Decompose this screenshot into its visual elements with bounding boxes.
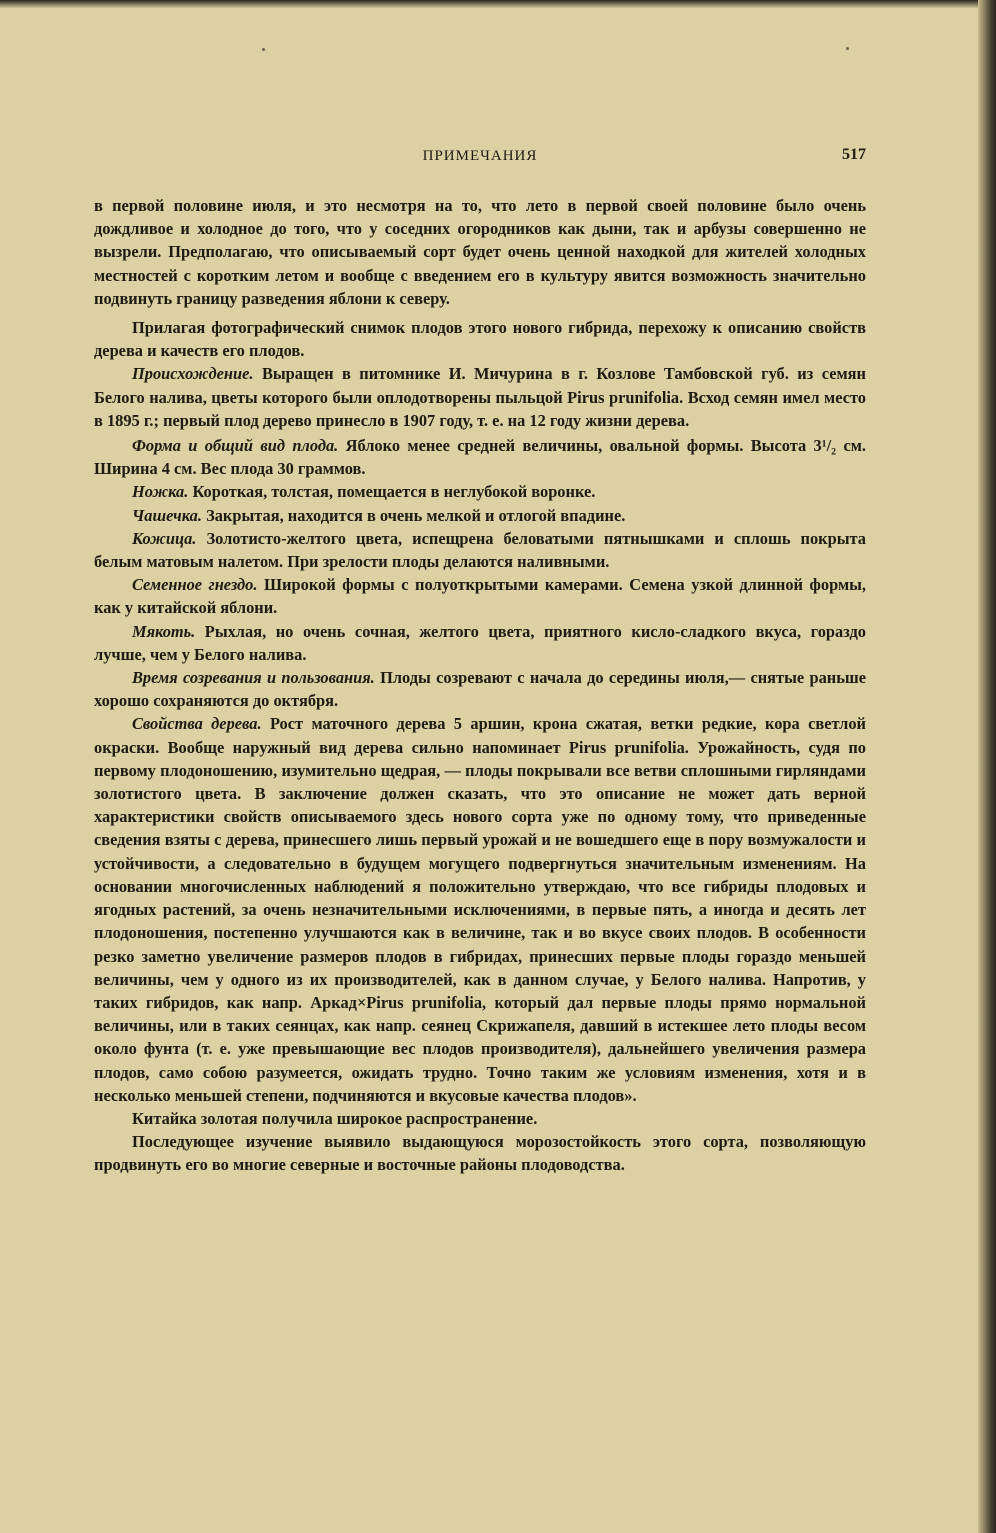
section-label: Свойства дерева. bbox=[132, 714, 262, 734]
scan-edge-right bbox=[978, 0, 996, 1533]
paragraph-text: Закрытая, находится в очень мелкой и отлогой впадине. bbox=[201, 505, 626, 525]
page-number: 517 bbox=[842, 146, 866, 163]
page-body bbox=[94, 194, 866, 1177]
paragraph-text: Выращен в питомнике И. Мичурина в г. Козлове Тамбовской губ. из семян Белого налива, цветы которого были оплодотворены пыльцой Pirus prunifolia. Всход семян имел место в 1895 г.; первый плод дерево принесло в 1907 году, т. е. на 12 году жизни дерева. bbox=[94, 364, 866, 430]
paragraph-text: Яблоко менее средней величины, овальной формы. Высота 3¹/₂ см. Ширина 4 см. Вес плода 30 граммов. bbox=[94, 436, 866, 479]
running-title: ПРИМЕЧАНИЯ bbox=[422, 148, 538, 164]
paragraph-text: Рост маточного дерева 5 аршин, крона сжатая, ветки редкие, кора светлой окраски. Вообще наружный вид дерева сильно напоминает Pirus prunifolia. Урожайность, судя по первому плодоношению, изумительно щедрая, — плоды покрывали все ветви сплошными гирляндами золотистого цвета. В заключение должен сказать, что это описание не может дать верной характеристики свойств описываемого здесь нового сорта уже по одному тому, что приведенные сведения взяты с дерева, принесшего лишь первый урожай и не вошедшего еще в пору возмужалости и устойчивости, а следовательно в будущем могущего подвергнуться значительным изменениям. На основании многочисленных наблюдений я положительно утверждаю, что все гибриды плодовых и ягодных растений, за очень незначительными исключениями, в первые пять, а иногда и десять лет плодоношения, постепенно улучшаются как в величине, так и во вкусе своих плодов. В особенности резко заметно увеличение размеров плодов в гибридах, принесших первые плоды гораздо меньшей величины, чем у одного из их производителей, как в данном случае, у Белого налива. Напротив, у таких гибридов, как напр. Аркад×Pirus prunifolia, который дал первые плоды прямо нормальной величины, или в таких сеянцах, как напр. сеянец Скрижапеля, давший в истекшее лето плоды весом около фунта (т. е. уже превышающие вес плодов производителя), дальнейшего увеличения размера плодов, само собою разумеется, ожидать трудно. Точно таким же условиям изменения, хотя и в несколько меньшей степени, подчиняются и вкусовые качества плодов». bbox=[94, 714, 867, 1105]
paragraph-intro bbox=[94, 316, 866, 362]
paragraph-shape bbox=[94, 434, 866, 480]
section-label: Мякоть. bbox=[132, 621, 196, 641]
paragraph-flesh bbox=[94, 620, 866, 666]
paragraph-frost-resistance bbox=[94, 1130, 866, 1176]
paragraph-ripening bbox=[94, 666, 866, 712]
scan-speck bbox=[262, 48, 265, 51]
paragraph-calyx bbox=[94, 504, 866, 527]
scan-edge-top bbox=[0, 0, 996, 8]
paragraph-tree-properties bbox=[94, 712, 866, 1106]
paragraph-text: Золотисто-желтого цвета, испещрена беловатыми пятнышками и сплошь покрыта белым матовым налетом. При зрелости плоды делаются наливными. bbox=[94, 528, 866, 572]
paragraph-origin bbox=[94, 362, 866, 432]
paragraph-stalk bbox=[94, 480, 866, 503]
paragraph-text: Плоды созревают с начала до середины июля,— снятые раньше хорошо сохраняются до октября. bbox=[94, 668, 866, 711]
paragraph-skin bbox=[94, 527, 866, 573]
section-label: Время созревания и пользования. bbox=[132, 668, 375, 688]
scan-speck bbox=[846, 47, 849, 50]
paragraph-text: Широкой формы с полуоткрытыми камерами. Семена узкой длинной формы, как у китайской яблони. bbox=[94, 575, 866, 618]
section-label: Форма и общий вид плода. bbox=[132, 436, 339, 456]
section-label: Ножка. bbox=[132, 482, 189, 502]
paragraph-text: в первой половине июля, и это несмотря на то, что лето в первой своей половине было очень дождливое и холодное до того, что у соседних огородников как дыни, так и арбузы совершенно не вызрели. Предполагаю, что описываемый сорт будет очень ценной находкой для жителей холодных местностей с коротким летом и вообще с введением его в культуру явится возможность значительно подвинуть границу разведения яблони к северу. bbox=[94, 196, 866, 308]
paragraph-seed-nest bbox=[94, 573, 866, 619]
paragraph-text: Последующее изучение выявило выдающуюся морозостойкость этого сорта, позволяющую продвинуть его во многие северные и восточные районы плодоводства. bbox=[94, 1132, 866, 1175]
paragraph-continuation bbox=[94, 194, 866, 310]
paragraph-text: Рыхлая, но очень сочная, желтого цвета, приятного кисло-сладкого вкуса, гораздо лучше, чем у Белого налива. bbox=[94, 621, 866, 664]
page-header bbox=[94, 148, 866, 170]
paragraph-text: Китайка золотая получила широкое распространение. bbox=[132, 1108, 538, 1128]
section-label: Семенное гнездо. bbox=[132, 575, 258, 595]
section-label: Кожица. bbox=[132, 528, 197, 548]
paragraph-spread bbox=[94, 1107, 866, 1130]
paragraph-text: Короткая, толстая, помещается в неглубокой воронке. bbox=[188, 482, 596, 502]
section-label: Происхождение. bbox=[132, 364, 254, 384]
paragraph-text: Прилагая фотографический снимок плодов этого нового гибрида, перехожу к описанию свойств дерева и качеств его плодов. bbox=[94, 318, 866, 361]
section-label: Чашечка. bbox=[132, 505, 202, 525]
